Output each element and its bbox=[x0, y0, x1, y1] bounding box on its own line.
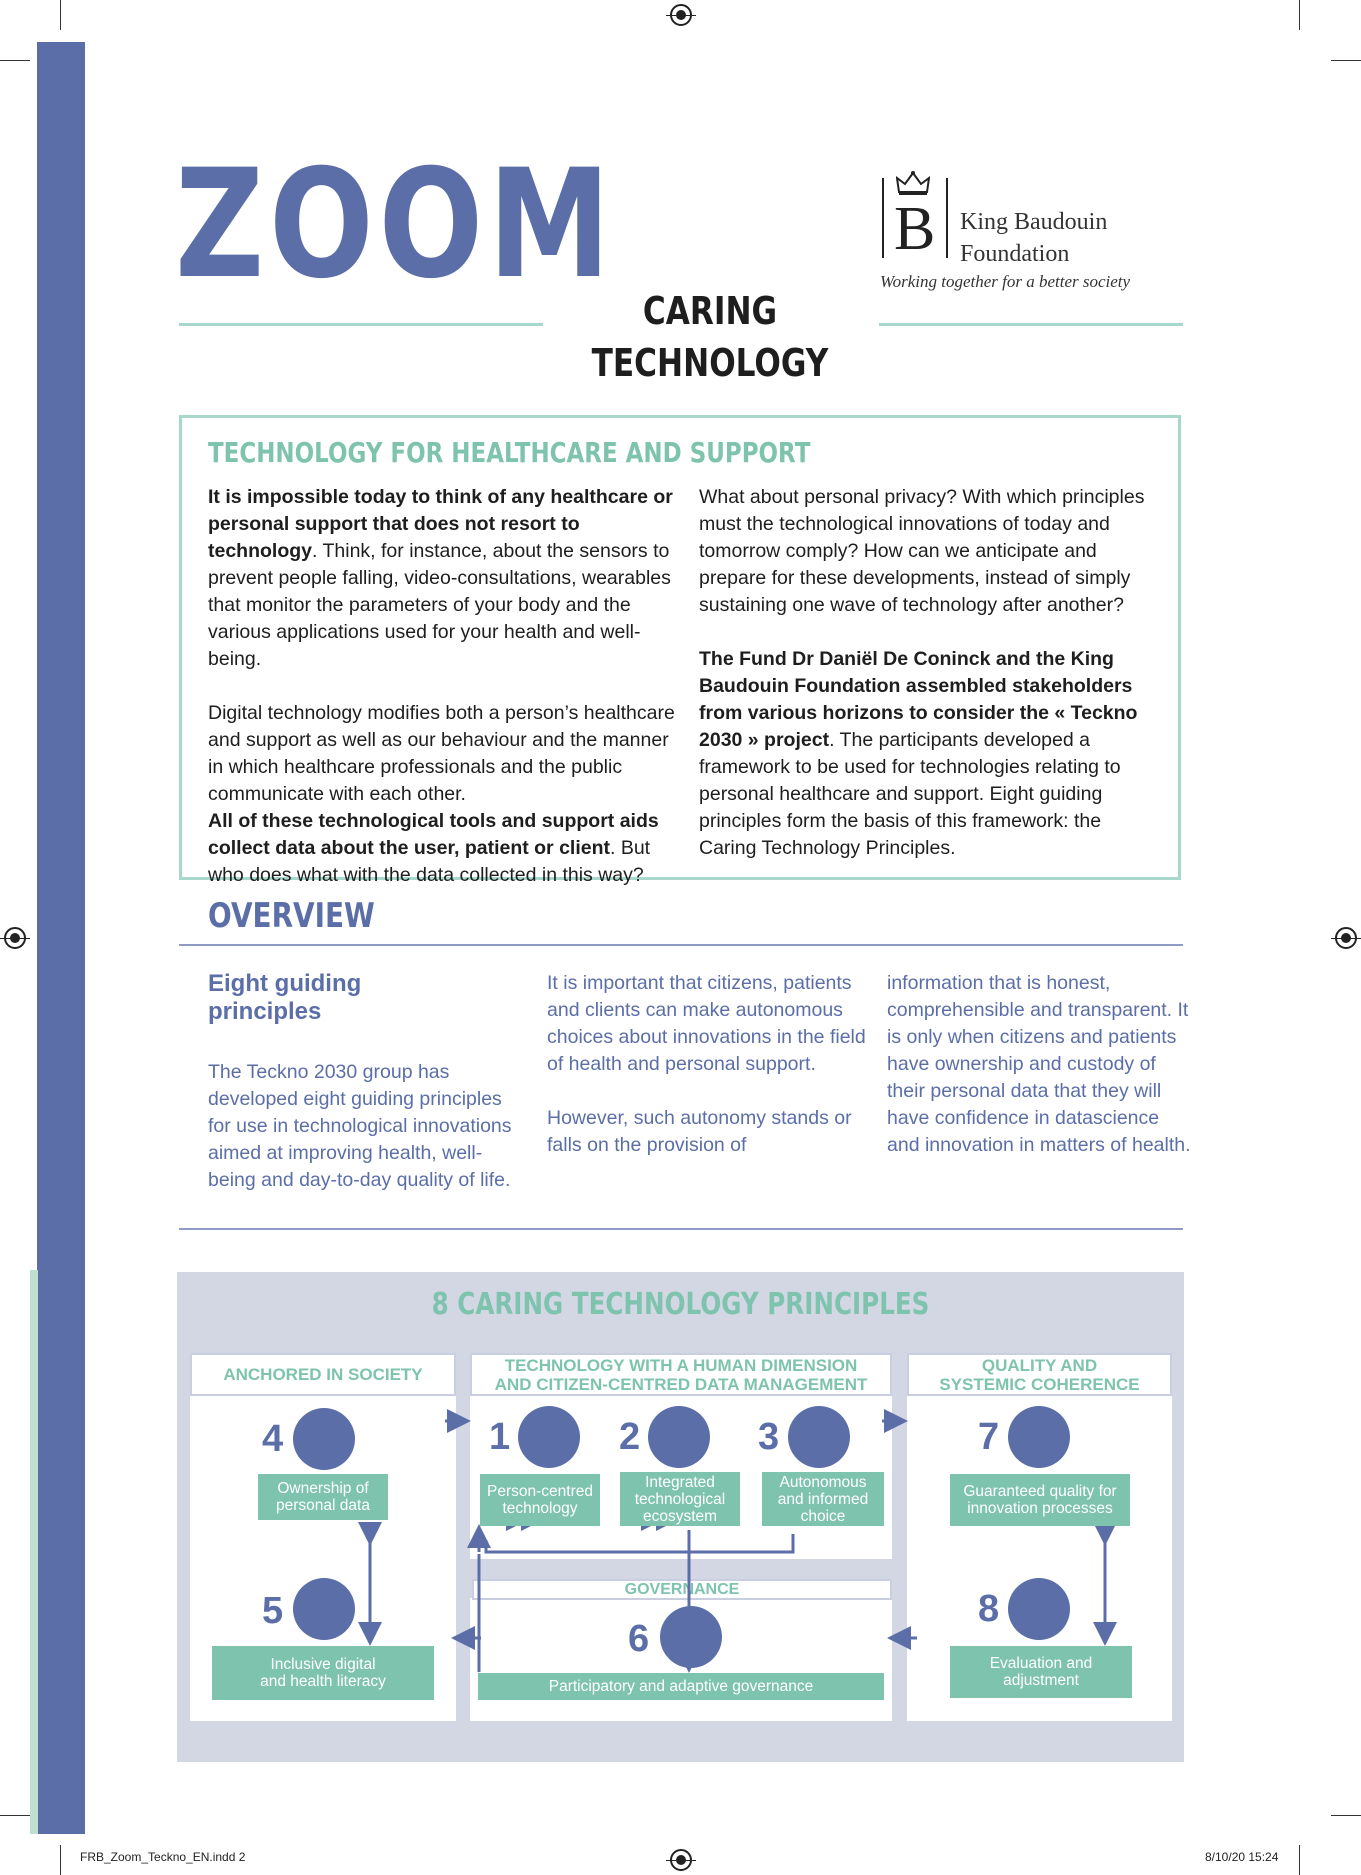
choice-hand-icon bbox=[788, 1406, 850, 1468]
crop-mark bbox=[0, 1815, 30, 1816]
crop-mark bbox=[60, 0, 61, 30]
overview-heading: Eight guiding principles bbox=[208, 970, 362, 1025]
crop-mark bbox=[1299, 0, 1300, 30]
header-quality-coherence: QUALITY AND SYSTEMIC COHERENCE bbox=[907, 1353, 1172, 1396]
key-hand-icon bbox=[293, 1408, 355, 1470]
chart-tablet-icon bbox=[1008, 1578, 1070, 1640]
principle-5-label: Inclusive digital and health literacy bbox=[212, 1646, 434, 1700]
puzzle-screen-icon bbox=[648, 1406, 710, 1468]
joined-hands-icon bbox=[660, 1606, 722, 1668]
intro-column-left: It is impossible today to think of any healthcare or personal support that does not resort to technology. Think, for instance, about the sensors to prevent people falling, video-consultations, wearables that monitor the parameters of your body and the various applications used for your health and well-being. Digital technology modifies both a person’s healthcare and support as well as our behaviour and the manner in which healthcare professionals and the public communicate with each other. All of these technological tools and support aids collect data about the user, patient or client. But who does what with the data collected in this way? bbox=[208, 486, 675, 886]
intro-column-right: What about personal privacy? With which principles must the technological innovations of today and tomorrow comply? How can we anticipate and prepare for these developments, instead of simply sustaining one wave of technology after another? The Fund Dr Daniël De Coninck and the King Baudouin Foundation assembled stakeholders from various horizons to consider the « Teckno 2030 » project. The participants developed a framework to be used for technologies relating to personal healthcare and support. Eight guiding principles form the basis of this framework: the Caring Technology Principles. bbox=[699, 486, 1145, 859]
principle-5-number: 5 bbox=[262, 1590, 284, 1632]
registration-mark bbox=[670, 4, 692, 26]
crown-icon bbox=[896, 170, 930, 196]
principle-3-number: 3 bbox=[758, 1416, 780, 1458]
logo-tagline: Working together for a better society bbox=[880, 272, 1131, 291]
crop-mark bbox=[1299, 1845, 1300, 1875]
overview-column-3: information that is honest, comprehensible and transparent. It is only when citizens and patients have ownership and custody of their personal data that they will have confidence in datascience and innovation in matters of health. bbox=[887, 972, 1191, 1156]
header-governance: GOVERNANCE bbox=[472, 1579, 892, 1600]
header-anchored-in-society: ANCHORED IN SOCIETY bbox=[190, 1353, 456, 1396]
principles-title: 8 CARING TECHNOLOGY PRINCIPLES bbox=[431, 1287, 930, 1322]
intro-title: TECHNOLOGY FOR HEALTHCARE AND SUPPORT bbox=[208, 436, 811, 469]
sidebar-band bbox=[37, 42, 85, 1834]
principle-1-number: 1 bbox=[489, 1416, 511, 1458]
principle-8-label: Evaluation and adjustment bbox=[950, 1646, 1132, 1698]
principle-7-label: Guaranteed quality for innovation processes bbox=[950, 1474, 1130, 1526]
logo-letter: B bbox=[894, 195, 936, 263]
zoom-title: ZOOM bbox=[175, 138, 616, 312]
learning-person-icon bbox=[293, 1578, 355, 1640]
registration-mark bbox=[4, 927, 26, 949]
principle-6-label: Participatory and adaptive governance bbox=[478, 1673, 884, 1700]
header-technology-human-dimension: TECHNOLOGY WITH A HUMAN DIMENSION AND CITIZEN-CENTRED DATA MANAGEMENT bbox=[470, 1353, 892, 1396]
principle-1-label: Person-centred technology bbox=[480, 1474, 600, 1526]
shield-check-icon bbox=[1008, 1406, 1070, 1468]
overview-rule bbox=[179, 944, 1183, 946]
principle-4-number: 4 bbox=[262, 1418, 284, 1460]
logo-divider bbox=[946, 178, 948, 258]
crop-mark bbox=[1331, 1815, 1361, 1816]
registration-mark bbox=[1335, 927, 1357, 949]
registration-mark bbox=[670, 1849, 692, 1871]
overview-column-2: It is important that citizens, patients and clients can make autonomous choices about innovations in the field of health and personal support. However, such autonomy stands or falls on the provision of bbox=[547, 972, 866, 1156]
principle-7-number: 7 bbox=[978, 1416, 1000, 1458]
principle-2-label: Integrated technological ecosystem bbox=[620, 1472, 740, 1526]
logo-divider bbox=[882, 178, 884, 258]
crop-mark bbox=[0, 60, 30, 61]
overview-column-1: Eight guiding principles The Teckno 2030 group has developed eight guiding principles for use in technological innovations aimed at improving health, well-being and day-to-day quality of life. bbox=[208, 970, 512, 1191]
page-subtitle: CARING TECHNOLOGY bbox=[591, 289, 829, 385]
smartphone-hand-icon bbox=[518, 1406, 580, 1468]
principle-8-number: 8 bbox=[978, 1588, 1000, 1630]
crop-mark bbox=[1331, 60, 1361, 61]
overview-bottom-rule bbox=[179, 1228, 1183, 1230]
crop-mark bbox=[60, 1845, 61, 1875]
title-rule bbox=[179, 323, 543, 326]
principle-2-number: 2 bbox=[619, 1416, 641, 1458]
overview-title: OVERVIEW bbox=[208, 896, 375, 936]
principle-3-label: Autonomous and informed choice bbox=[762, 1472, 884, 1526]
logo-rule bbox=[879, 323, 1183, 326]
principle-6-number: 6 bbox=[628, 1618, 650, 1660]
sidebar-accent bbox=[30, 1270, 38, 1834]
principle-4-label: Ownership of personal data bbox=[258, 1474, 388, 1520]
footer-filename: FRB_Zoom_Teckno_EN.indd 2 bbox=[80, 1850, 246, 1864]
footer-date: 8/10/20 15:24 bbox=[1205, 1850, 1279, 1864]
logo-name: King Baudouin Foundation bbox=[960, 209, 1108, 267]
